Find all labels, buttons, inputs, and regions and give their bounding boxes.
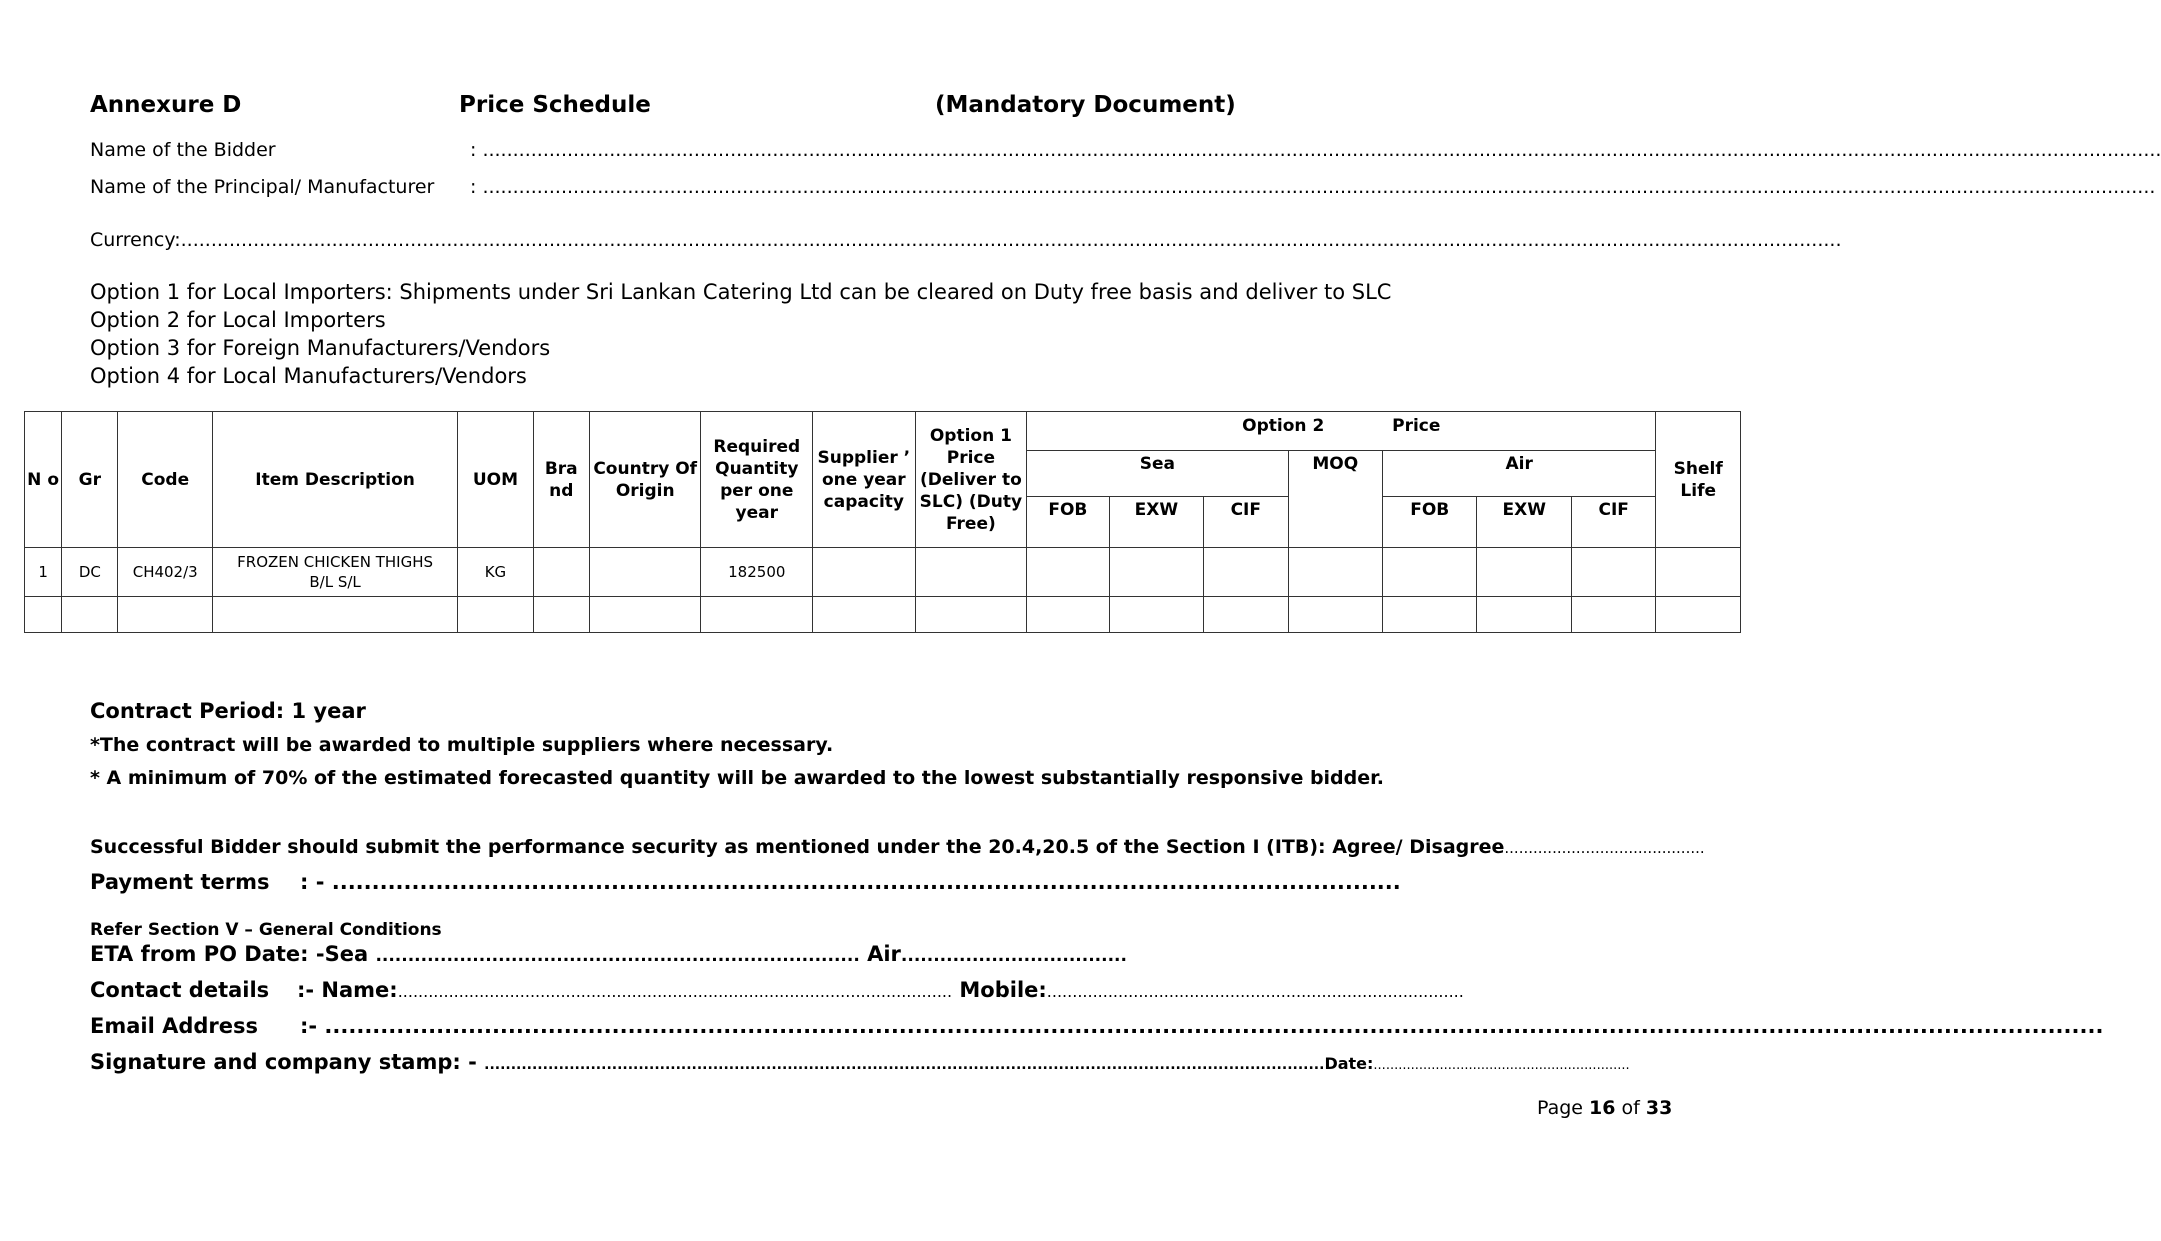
empty-cell[interactable] — [533, 597, 589, 633]
cell-sea-cif[interactable] — [1204, 548, 1288, 597]
email-field[interactable]: :- ............................................................................................................................................................................................................................... — [300, 1014, 2104, 1038]
signature-field[interactable]: .............................................................................................................................................................. — [484, 1057, 1325, 1073]
performance-security — [90, 836, 1705, 858]
cell-sea-exw[interactable] — [1109, 548, 1203, 597]
mandatory-note: (Mandatory Document) — [935, 92, 1236, 118]
bidder-label: Name of the Bidder — [90, 139, 276, 161]
col-sea-exw: EXW — [1109, 497, 1203, 548]
payment-terms-field[interactable]: : - ...................................................................................................................................... — [300, 870, 1401, 894]
empty-cell[interactable] — [1571, 597, 1655, 633]
eta-label: ETA from PO Date: -Sea — [90, 942, 369, 966]
page-number — [1537, 1097, 1672, 1119]
empty-cell[interactable] — [589, 597, 701, 633]
contact-details-label: Contact details — [90, 978, 270, 1002]
col-air-cif: CIF — [1571, 497, 1655, 548]
cell-required-quantity: 182500 — [701, 548, 813, 597]
contact-line — [297, 978, 1587, 1002]
price-label: Price — [1392, 416, 1441, 436]
page-prefix: Page — [1537, 1097, 1583, 1119]
col-no: N o — [25, 412, 62, 548]
cell-code: CH402/3 — [118, 548, 212, 597]
cell-option1-price[interactable] — [915, 548, 1027, 597]
cell-brand[interactable] — [533, 548, 589, 597]
cell-shelf-life[interactable] — [1656, 548, 1741, 597]
cell-sea-fob[interactable] — [1027, 548, 1109, 597]
date-field[interactable]: .............................................................. — [1373, 1058, 1630, 1073]
empty-cell[interactable] — [25, 597, 62, 633]
empty-cell[interactable] — [813, 597, 916, 633]
col-item-description: Item Description — [212, 412, 457, 548]
note-minimum-70: * A minimum of 70% of the estimated forecasted quantity will be awarded to the lowest substantially responsive bidder. — [90, 767, 1385, 789]
col-supplier-capacity: Supplier ’ one year capacity — [813, 412, 916, 548]
date-label: Date: — [1324, 1054, 1374, 1073]
principal-label: Name of the Principal/ Manufacturer — [90, 176, 435, 198]
page-title: Price Schedule — [459, 92, 651, 118]
signature-line — [90, 1050, 1630, 1074]
email-label: Email Address — [90, 1014, 259, 1038]
cell-air-fob[interactable] — [1383, 548, 1477, 597]
option-2: Option 2 for Local Importers — [90, 308, 386, 332]
empty-cell[interactable] — [118, 597, 212, 633]
empty-cell[interactable] — [915, 597, 1027, 633]
eta-air-label: Air — [867, 942, 901, 966]
cell-item-description: FROZEN CHICKEN THIGHS B/L S/L — [212, 548, 457, 597]
col-option1-price: Option 1 Price (Deliver to SLC) (Duty Free) — [915, 412, 1027, 548]
col-air-exw: EXW — [1477, 497, 1571, 548]
col-uom: UOM — [458, 412, 533, 548]
col-sea-fob: FOB — [1027, 497, 1109, 548]
payment-terms-label: Payment terms — [90, 870, 270, 894]
col-code: Code — [118, 412, 212, 548]
cell-air-exw[interactable] — [1477, 548, 1571, 597]
option-4: Option 4 for Local Manufacturers/Vendors — [90, 364, 527, 388]
empty-cell[interactable] — [1204, 597, 1288, 633]
principal-field[interactable]: : ..................................................................................................................................................................................................................................................................................... — [470, 176, 2156, 198]
cell-no: 1 — [25, 548, 62, 597]
price-schedule-table — [24, 411, 1741, 633]
annex-label: Annexure D — [90, 92, 242, 118]
option-3: Option 3 for Foreign Manufacturers/Vendors — [90, 336, 551, 360]
empty-cell[interactable] — [1027, 597, 1109, 633]
eta-sea-field[interactable]: ........................................................................... — [375, 946, 860, 966]
table-row — [25, 548, 1741, 597]
page-current: 16 — [1589, 1097, 1616, 1119]
col-sea: Sea — [1027, 451, 1288, 497]
cell-moq[interactable] — [1288, 548, 1382, 597]
col-air: Air — [1383, 451, 1656, 497]
performance-text: Successful Bidder should submit the performance security as mentioned under the 20.4,20.5 of the Section I (ITB): Agree/ Disagree — [90, 836, 1505, 858]
col-required-quantity: Required Quantity per one year — [701, 412, 813, 548]
col-shelf-life: Shelf Life — [1656, 412, 1741, 548]
empty-cell[interactable] — [62, 597, 118, 633]
col-gr: Gr — [62, 412, 118, 548]
cell-country[interactable] — [589, 548, 701, 597]
contact-name-label: :- Name: — [297, 978, 398, 1002]
bidder-field[interactable]: : ...................................................................................................................................................................................................................................................................................... — [470, 139, 2161, 161]
empty-cell[interactable] — [212, 597, 457, 633]
empty-cell[interactable] — [1288, 597, 1382, 633]
page-total: 33 — [1645, 1097, 1673, 1119]
contact-mobile-field[interactable]: .................................................................................. — [1046, 982, 1464, 1001]
eta-line — [90, 942, 1127, 966]
col-option2-price — [1027, 412, 1656, 451]
refer-section-v: Refer Section V – General Conditions — [90, 920, 442, 940]
option-1: Option 1 for Local Importers: Shipments under Sri Lankan Catering Ltd can be cleared on Duty free basis and deliver to SLC — [90, 280, 1392, 304]
eta-air-field[interactable]: ................................... — [900, 946, 1127, 966]
currency-field[interactable]: Currency:................................................................................................................................................................................................................................................................................... — [90, 229, 1842, 251]
col-brand: Bra nd — [533, 412, 589, 548]
cell-air-cif[interactable] — [1571, 548, 1655, 597]
signature-label: Signature and company stamp: - — [90, 1050, 477, 1074]
empty-cell[interactable] — [458, 597, 533, 633]
cell-supplier-capacity[interactable] — [813, 548, 916, 597]
performance-dots[interactable]: .......................................... — [1504, 839, 1705, 857]
cell-uom: KG — [458, 548, 533, 597]
contact-name-field[interactable]: ............................................................................................................. — [397, 982, 953, 1001]
col-country-of-origin: Country Of Origin — [589, 412, 701, 548]
col-sea-cif: CIF — [1204, 497, 1288, 548]
empty-cell[interactable] — [1109, 597, 1203, 633]
note-multiple-suppliers: *The contract will be awarded to multiple suppliers where necessary. — [90, 734, 834, 756]
contact-mobile-label: Mobile: — [959, 978, 1047, 1002]
empty-cell[interactable] — [1477, 597, 1571, 633]
cell-gr: DC — [62, 548, 118, 597]
contract-period: Contract Period: 1 year — [90, 699, 366, 723]
empty-cell[interactable] — [701, 597, 813, 633]
option2-label: Option 2 — [1242, 416, 1325, 436]
page-of: of — [1621, 1097, 1640, 1119]
empty-cell[interactable] — [1383, 597, 1477, 633]
table-row — [25, 597, 1741, 633]
col-moq: MOQ — [1288, 451, 1382, 548]
empty-cell[interactable] — [1656, 597, 1741, 633]
col-air-fob: FOB — [1383, 497, 1477, 548]
